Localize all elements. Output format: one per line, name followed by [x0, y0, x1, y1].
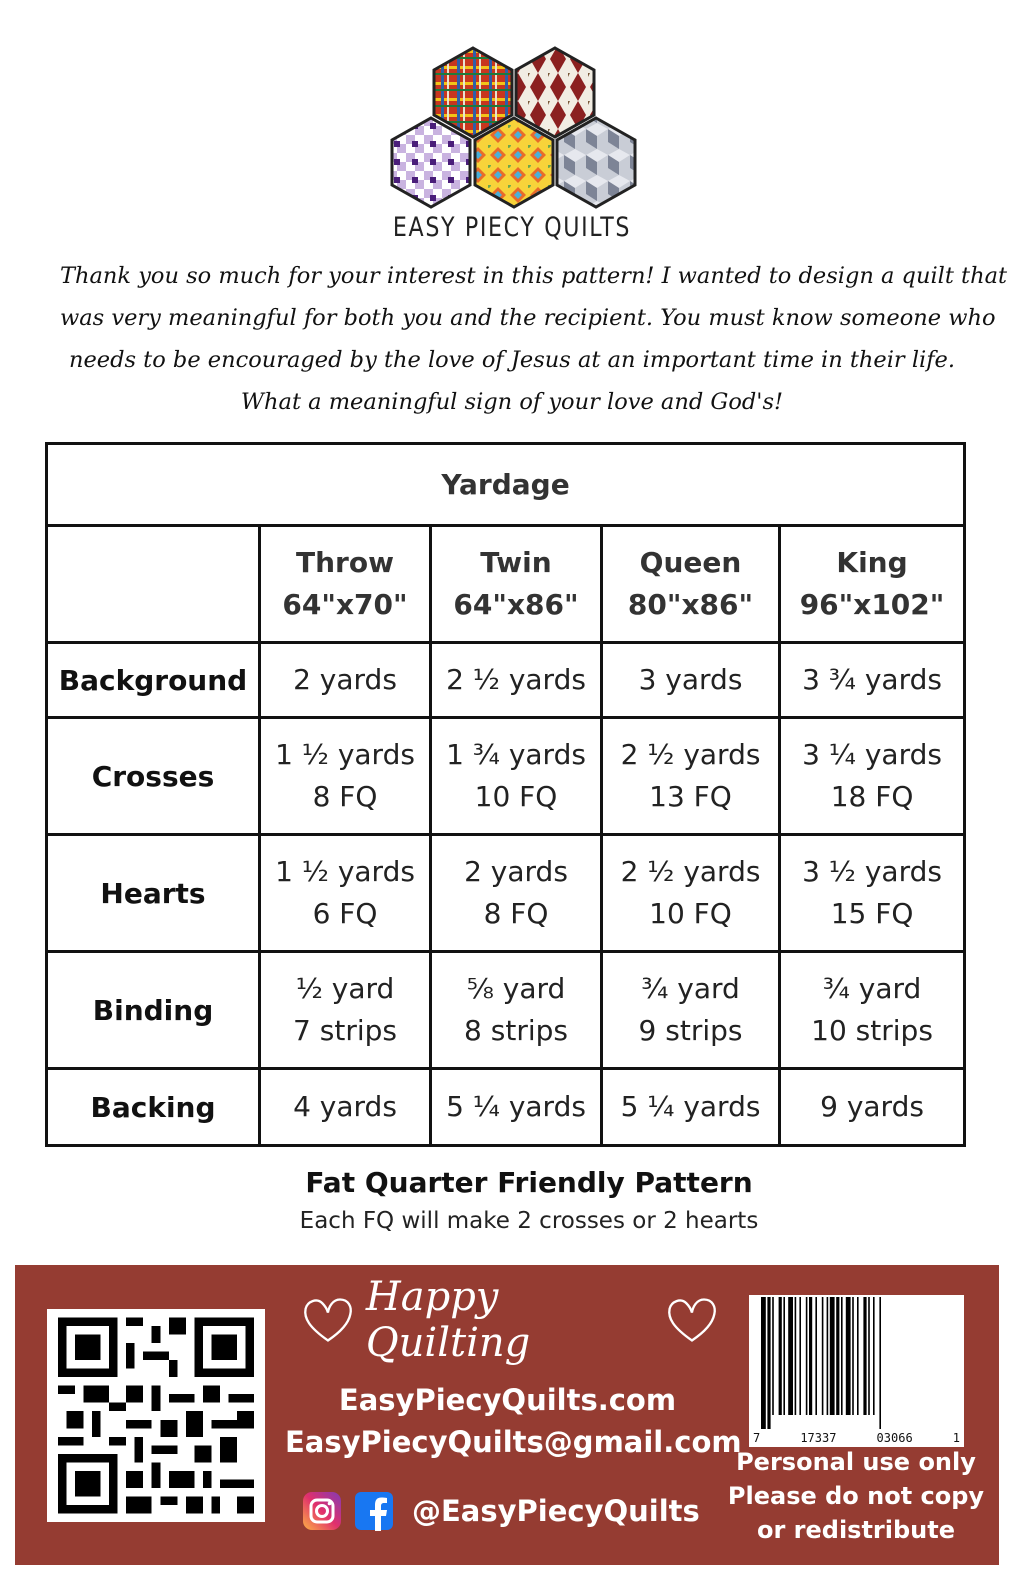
facebook-icon[interactable] — [354, 1491, 394, 1531]
fq-title: Fat Quarter Friendly Pattern — [305, 1166, 753, 1199]
cell-line: 18 FQ — [830, 780, 914, 813]
cell-line: 4 yards — [293, 1090, 397, 1123]
barcode-bar — [799, 1297, 801, 1415]
column-name: Queen — [639, 546, 742, 579]
cell-line: 9 strips — [638, 1014, 743, 1047]
cell-line: 3 ½ yards — [802, 855, 942, 888]
happy-quilting-text: Happy Quilting — [365, 1274, 531, 1366]
table-cell — [602, 1069, 780, 1146]
barcode-icon — [749, 1295, 964, 1447]
table-cell — [602, 952, 780, 1069]
row-label: Hearts — [47, 835, 260, 952]
column-name: King — [836, 546, 908, 579]
barcode-bar — [857, 1297, 859, 1415]
intro-line: Thank you so much for your interest in this pattern! I wanted to design a quilt that — [60, 263, 1008, 289]
brand-name: EASY PIECY QUILTS — [392, 212, 632, 243]
barcode-digit: 7 — [753, 1431, 761, 1445]
table-cell — [260, 718, 431, 835]
fq-subtitle: Each FQ will make 2 crosses or 2 hearts — [299, 1208, 759, 1234]
table-row — [47, 952, 965, 1069]
cell-line: 15 FQ — [830, 897, 914, 930]
table-cell — [780, 835, 965, 952]
table-cell — [602, 718, 780, 835]
barcode-bar — [815, 1297, 817, 1415]
barcode-digit: 03066 — [876, 1431, 913, 1445]
barcode-bar — [779, 1297, 782, 1415]
intro-line: was very meaningful for both you and the recipient. You must know someone who — [60, 305, 996, 331]
barcode-bars — [749, 1297, 964, 1429]
cell-line: 3 ¾ yards — [802, 663, 942, 696]
table-header-row — [47, 526, 965, 643]
column-size: 80"x86" — [627, 588, 754, 621]
table-cell — [260, 952, 431, 1069]
column-size: 96"x102" — [799, 588, 945, 621]
row-label: Crosses — [47, 718, 260, 835]
column-header — [602, 526, 780, 643]
barcode-bar — [822, 1297, 824, 1415]
table-corner-cell — [47, 526, 260, 643]
table-row — [47, 835, 965, 952]
cell-line: 8 strips — [464, 1014, 568, 1047]
table-cell — [260, 643, 431, 718]
cell-line: 1 ½ yards — [275, 738, 415, 771]
intro-line: needs to be encouraged by the love of Jesus at an important time in their life. — [68, 347, 956, 373]
email-link[interactable]: EasyPiecyQuilts@gmail.com — [285, 1425, 742, 1459]
barcode-number — [749, 1431, 964, 1445]
cell-line: 3 yards — [638, 663, 743, 696]
happy-quilting-banner — [300, 1274, 720, 1366]
column-size: 64"x70" — [282, 588, 408, 621]
cell-line: 9 yards — [820, 1090, 924, 1123]
table-cell — [780, 1069, 965, 1146]
table-cell — [431, 1069, 602, 1146]
cell-line: 1 ½ yards — [275, 855, 415, 888]
table-cell — [431, 835, 602, 952]
table-row — [47, 1069, 965, 1146]
barcode-bar — [767, 1297, 770, 1429]
barcode-bar — [830, 1297, 835, 1415]
row-label: Backing — [47, 1069, 260, 1146]
barcode-bar — [873, 1297, 875, 1415]
cell-line: 8 FQ — [312, 780, 378, 813]
cell-line: ¾ yard — [641, 972, 740, 1005]
barcode-bar — [852, 1297, 854, 1415]
column-name: Throw — [296, 546, 394, 579]
cell-line: 1 ¾ yards — [446, 738, 586, 771]
cell-line: 2 ½ yards — [620, 738, 761, 771]
heart-outline-icon — [300, 1290, 356, 1350]
barcode-bar — [841, 1297, 843, 1415]
table-cell — [780, 643, 965, 718]
cell-line: 2 yards — [293, 663, 397, 696]
notice-line: or redistribute — [756, 1516, 956, 1544]
barcode-bar — [827, 1297, 829, 1415]
heart-outline-icon — [664, 1290, 720, 1350]
barcode-bar — [783, 1297, 785, 1415]
cell-line: ⅝ yard — [466, 972, 566, 1005]
table-cell — [602, 643, 780, 718]
cell-line: 5 ¼ yards — [446, 1090, 586, 1123]
column-name: Twin — [480, 546, 552, 579]
yardage-table — [45, 442, 966, 1147]
social-row — [302, 1487, 700, 1535]
cell-line: 2 ½ yards — [620, 855, 761, 888]
notice-line: Personal use only — [736, 1448, 976, 1476]
row-label: Background — [47, 643, 260, 718]
column-header — [260, 526, 431, 643]
qr-code-icon[interactable] — [47, 1309, 265, 1522]
table-cell — [260, 1069, 431, 1146]
barcode-digit: 17337 — [800, 1431, 837, 1445]
barcode-bar — [879, 1297, 881, 1429]
column-size: 64"x86" — [453, 588, 579, 621]
table-row — [47, 718, 965, 835]
barcode-bar — [795, 1297, 797, 1415]
table-cell — [780, 952, 965, 1069]
cell-line: 6 FQ — [312, 897, 378, 930]
table-row — [47, 643, 965, 718]
cell-line: 7 strips — [293, 1014, 397, 1047]
table-cell — [780, 718, 965, 835]
instagram-icon[interactable] — [302, 1491, 342, 1531]
cell-line: 13 FQ — [649, 780, 732, 813]
table-cell — [431, 718, 602, 835]
table-caption: Yardage — [47, 444, 965, 526]
cell-line: 10 FQ — [649, 897, 732, 930]
barcode-bar — [868, 1297, 870, 1415]
website-link[interactable]: EasyPiecyQuilts.com — [338, 1383, 677, 1417]
notice-line: Please do not copy — [727, 1482, 985, 1510]
barcode-bar — [788, 1297, 793, 1415]
barcode-bar — [846, 1297, 851, 1415]
intro-line: What a meaningful sign of your love and God's! — [240, 389, 784, 415]
cell-line: 8 FQ — [483, 897, 549, 930]
barcode-bar — [809, 1297, 812, 1415]
table-cell — [602, 835, 780, 952]
barcode-bar — [772, 1297, 774, 1415]
table-cell — [431, 643, 602, 718]
cell-line: ¾ yard — [822, 972, 922, 1005]
barcode-digit: 1 — [952, 1431, 960, 1445]
barcode-bar — [863, 1297, 866, 1415]
column-header — [431, 526, 602, 643]
cell-line: 2 yards — [464, 855, 568, 888]
barcode-bar — [806, 1297, 808, 1415]
cell-line: ½ yard — [295, 972, 395, 1005]
cell-line: 5 ¼ yards — [620, 1090, 761, 1123]
usage-notice — [715, 1445, 997, 1547]
barcode-bar — [836, 1297, 839, 1415]
barcode-bar — [761, 1297, 766, 1429]
cell-line: 10 strips — [811, 1014, 933, 1047]
row-label: Binding — [47, 952, 260, 1069]
social-handle[interactable]: @EasyPiecyQuilts — [412, 1494, 700, 1528]
cell-line: 2 ½ yards — [446, 663, 586, 696]
cell-line: 10 FQ — [474, 780, 558, 813]
column-header — [780, 526, 965, 643]
table-cell — [260, 835, 431, 952]
footer-panel — [15, 1265, 999, 1565]
table-cell — [431, 952, 602, 1069]
cell-line: 3 ¼ yards — [802, 738, 942, 771]
intro-message — [60, 255, 1008, 423]
